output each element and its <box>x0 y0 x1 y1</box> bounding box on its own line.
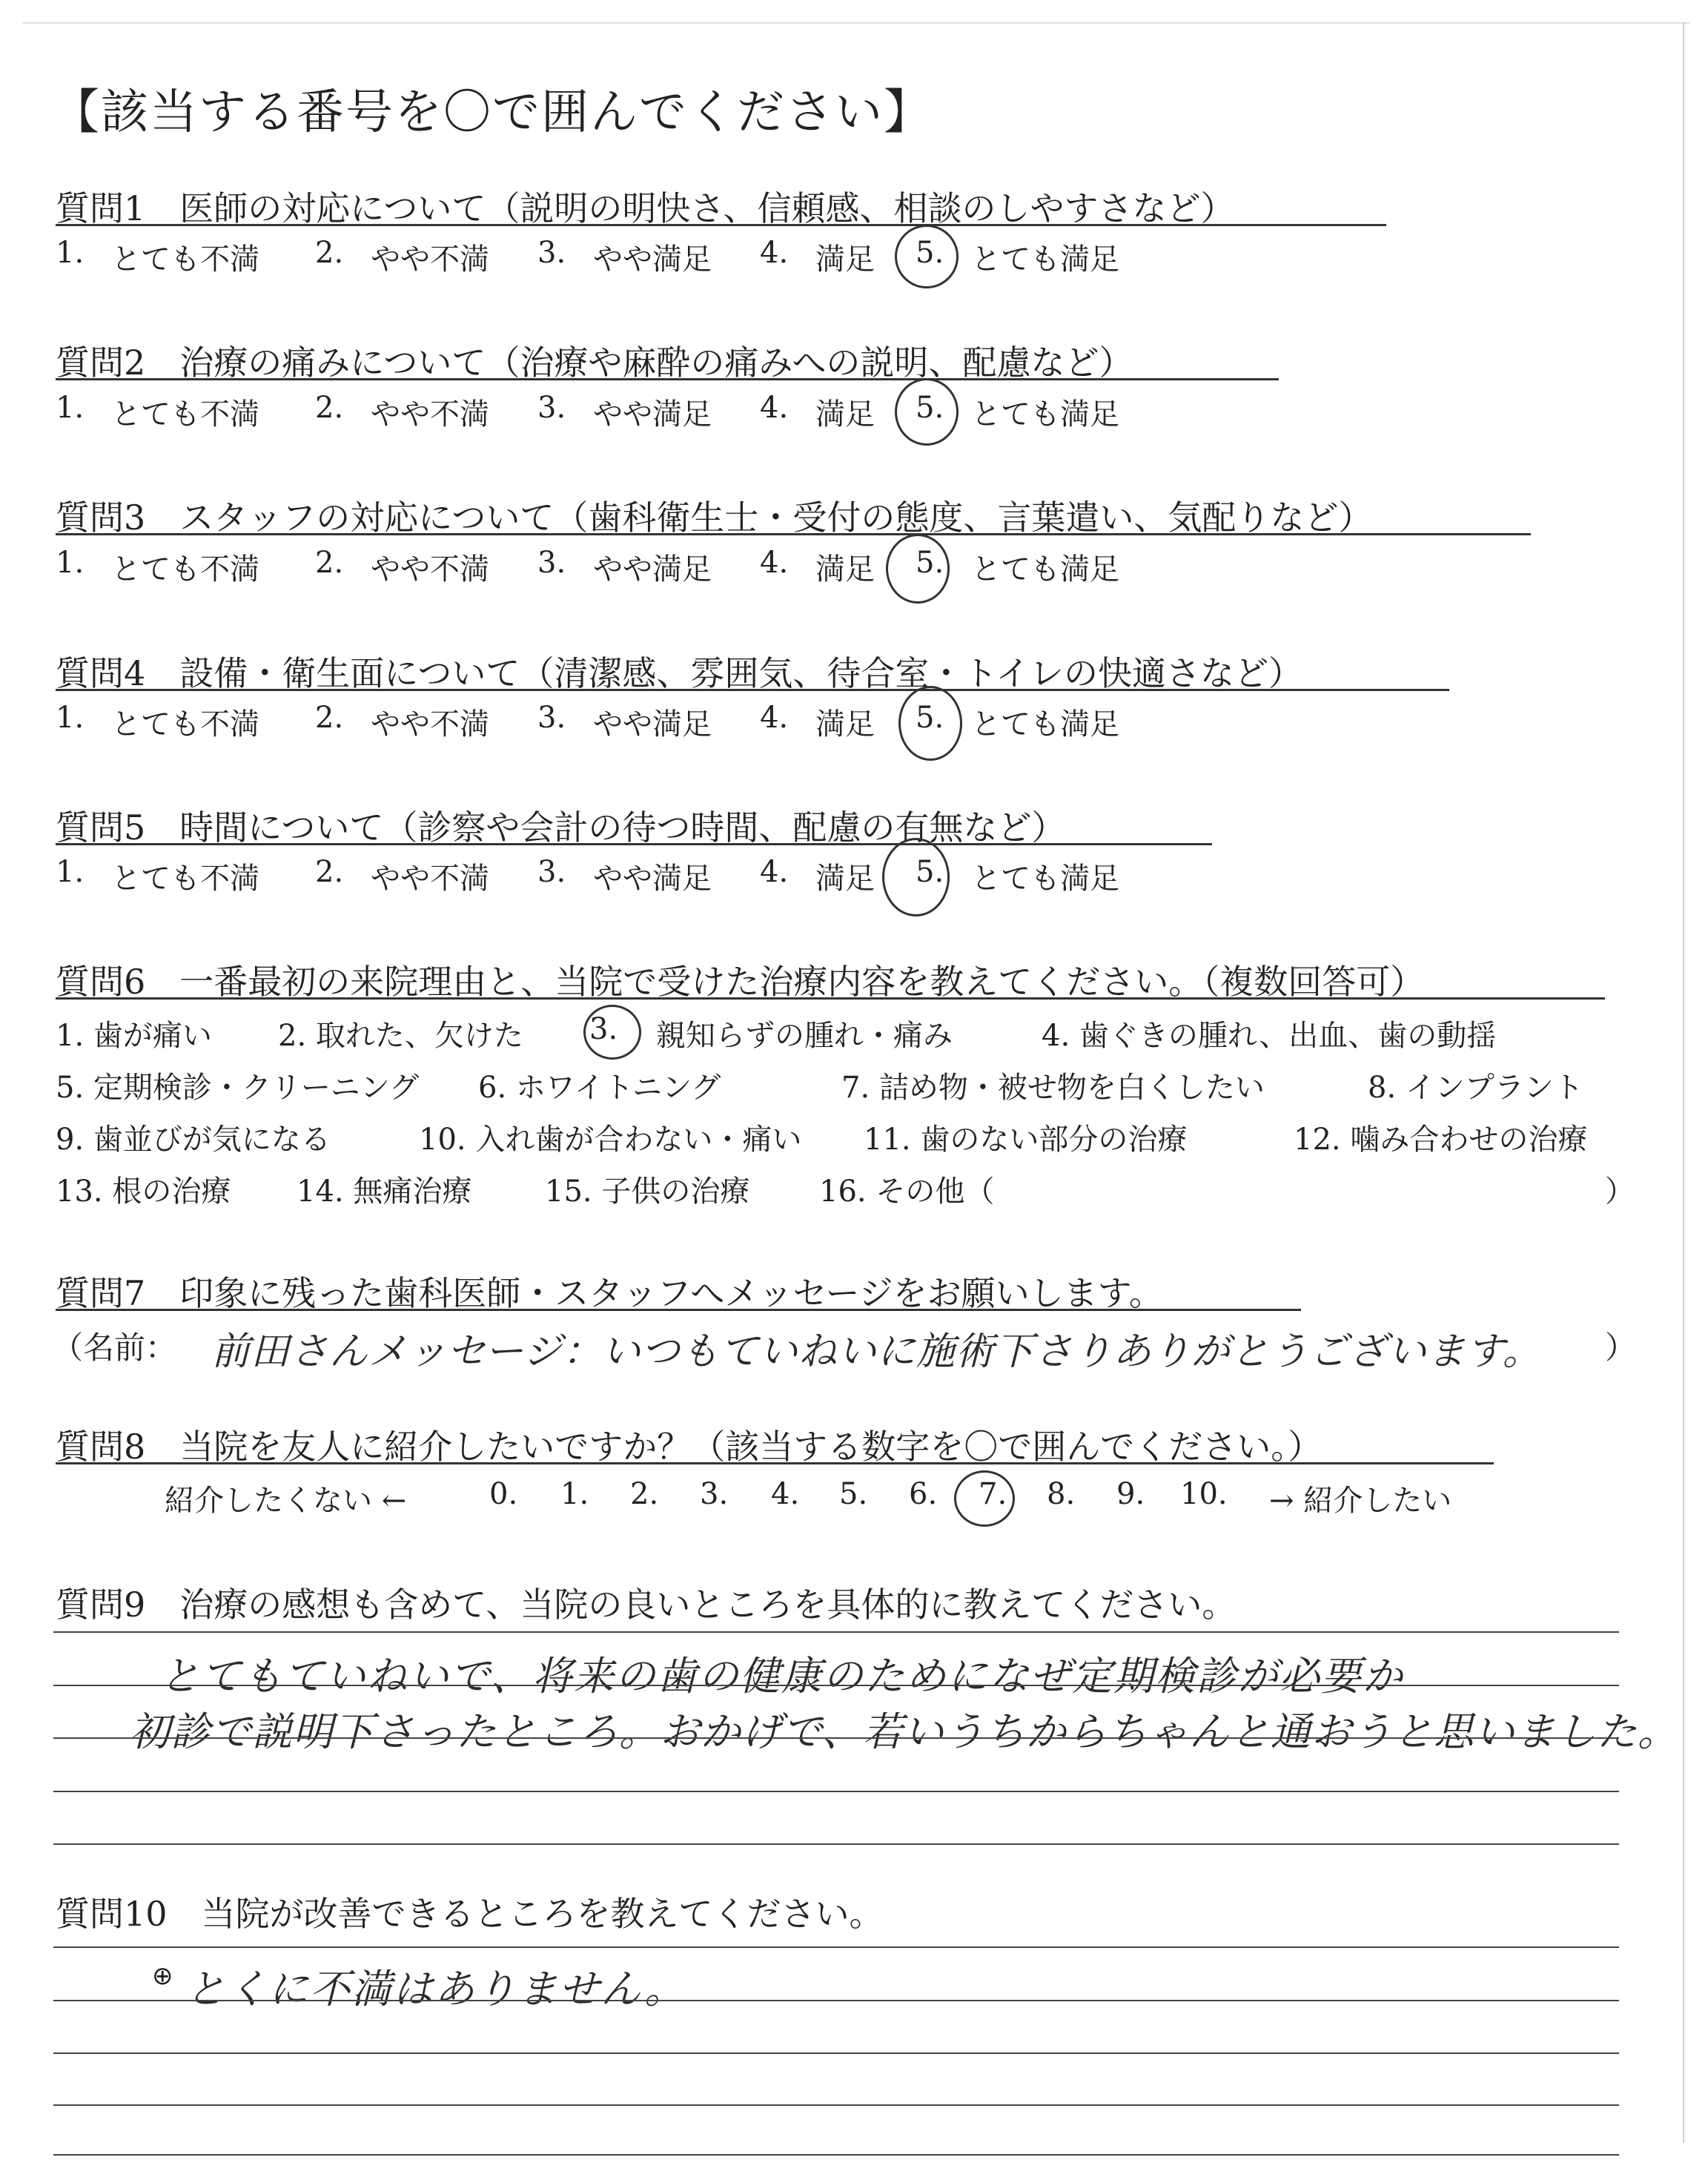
q4-selected-circle <box>898 686 962 761</box>
q6-option-9[interactable]: 9. 歯並びが気になる <box>56 1123 331 1157</box>
q8-scale-7[interactable]: 7. <box>979 1477 1007 1511</box>
option-2-number[interactable]: 2. <box>315 855 344 889</box>
question-2-title: 質問2 治療の痛みについて（治療や麻酔の痛みへの説明、配慮など） <box>56 343 1133 383</box>
option-1-label[interactable]: とても不満 <box>111 552 259 587</box>
option-5-label[interactable]: とても満足 <box>971 707 1119 742</box>
option-4-label[interactable]: 満足 <box>815 397 875 432</box>
q8-scale-6[interactable]: 6. <box>909 1477 938 1511</box>
option-3-label[interactable]: やや満足 <box>593 242 712 277</box>
option-4-number[interactable]: 4. <box>760 701 789 735</box>
q10-bullet-mark: ⊕ <box>152 1961 173 1991</box>
q9-rule-2 <box>53 1685 1619 1686</box>
option-2-label[interactable]: やや不満 <box>371 707 489 742</box>
question-2-underline <box>56 378 1279 380</box>
option-5-label[interactable]: とても満足 <box>971 552 1119 587</box>
option-5-number[interactable]: 5. <box>916 701 944 735</box>
question-4-underline <box>56 689 1449 691</box>
q9-rule-3 <box>53 1737 1619 1739</box>
q8-scale-5[interactable]: 5. <box>839 1477 868 1511</box>
question-8-title: 質問8 当院を友人に紹介したいですか？（該当する数字を〇で囲んでください。） <box>56 1427 1323 1467</box>
q8-scale-1[interactable]: 1. <box>560 1477 589 1511</box>
option-2-number[interactable]: 2. <box>315 701 344 735</box>
option-2-label[interactable]: やや不満 <box>371 242 489 277</box>
q8-scale-10[interactable]: 10. <box>1180 1477 1228 1511</box>
q2-selected-circle <box>895 378 959 446</box>
q7-handwritten-message: 前田さんメッセージ：いつもていねいに施術下さりありがとうございます。 <box>211 1330 1542 1374</box>
q9-rule-1 <box>53 1631 1619 1633</box>
option-5-label[interactable]: とても満足 <box>971 242 1119 277</box>
option-3-label[interactable]: やや満足 <box>593 707 712 742</box>
q8-right-label: → 紹介したい <box>1269 1484 1452 1518</box>
page-heading: 【該当する番号を〇で囲んでください】 <box>52 85 933 140</box>
option-4-label[interactable]: 満足 <box>815 242 875 277</box>
option-4-number[interactable]: 4. <box>760 546 789 580</box>
q8-selected-circle <box>954 1470 1015 1527</box>
q9-rule-4 <box>53 1791 1619 1792</box>
option-2-label[interactable]: やや不満 <box>371 552 489 587</box>
option-4-label[interactable]: 満足 <box>815 552 875 587</box>
q6-option-3-label[interactable]: 親知らずの腫れ・痛み <box>656 1019 953 1053</box>
question-5-title: 質問5 時間について（診察や会計の待つ時間、配慮の有無など） <box>56 807 1066 848</box>
question-9-title: 質問9 治療の感想も含めて、当院の良いところを具体的に教えてください。 <box>56 1585 1237 1625</box>
q3-selected-circle <box>886 534 950 604</box>
option-3-label[interactable]: やや満足 <box>593 552 712 587</box>
q10-rule-3 <box>53 2052 1619 2054</box>
option-3-number[interactable]: 3. <box>537 546 566 580</box>
option-4-label[interactable]: 満足 <box>815 862 875 896</box>
question-1-title: 質問1 医師の対応について（説明の明快さ、信頼感、相談のしやすさなど） <box>56 188 1235 228</box>
option-1-number[interactable]: 1. <box>56 546 85 580</box>
option-5-label[interactable]: とても満足 <box>971 397 1119 432</box>
question-7-title: 質問7 印象に残った歯科医師・スタッフへメッセージをお願いします。 <box>56 1273 1163 1313</box>
option-1-label[interactable]: とても不満 <box>111 242 259 277</box>
option-2-number[interactable]: 2. <box>315 236 344 270</box>
q6-other-close-paren: ） <box>1605 1175 1635 1209</box>
question-6-underline <box>56 997 1605 1000</box>
option-1-number[interactable]: 1. <box>56 236 85 270</box>
option-4-number[interactable]: 4. <box>760 391 789 425</box>
option-1-number[interactable]: 1. <box>56 391 85 425</box>
q8-scale-9[interactable]: 9. <box>1116 1477 1145 1511</box>
option-1-number[interactable]: 1. <box>56 701 85 735</box>
option-1-label[interactable]: とても不満 <box>111 707 259 742</box>
q10-rule-5 <box>53 2154 1619 2156</box>
q8-scale-2[interactable]: 2. <box>630 1477 659 1511</box>
scan-right-edge <box>1683 22 1684 2143</box>
option-5-label[interactable]: とても満足 <box>971 862 1119 896</box>
option-3-label[interactable]: やや満足 <box>593 862 712 896</box>
q8-scale-8[interactable]: 8. <box>1047 1477 1076 1511</box>
option-1-number[interactable]: 1. <box>56 855 85 889</box>
option-3-number[interactable]: 3. <box>537 391 566 425</box>
option-3-number[interactable]: 3. <box>537 855 566 889</box>
q8-left-label: 紹介したくない ← <box>165 1484 407 1518</box>
scan-top-edge <box>22 22 1690 24</box>
q10-rule-4 <box>53 2104 1619 2106</box>
question-10-title: 質問10 当院が改善できるところを教えてください。 <box>56 1894 884 1934</box>
q8-scale-3[interactable]: 3. <box>700 1477 729 1511</box>
q7-close-paren: ） <box>1605 1330 1637 1366</box>
question-7-underline <box>56 1309 1301 1311</box>
q6-option-12[interactable]: 12. 噛み合わせの治療 <box>1294 1123 1588 1157</box>
question-3-underline <box>56 533 1531 535</box>
option-3-number[interactable]: 3. <box>537 236 566 270</box>
q5-selected-circle <box>882 838 950 916</box>
q9-handwritten-line-1: とてもていねいで、将来の歯の健康のためになぜ定期検診が必要か <box>159 1653 1404 1700</box>
q6-option-10[interactable]: 10. 入れ歯が合わない・痛い <box>419 1123 802 1157</box>
option-4-number[interactable]: 4. <box>760 855 789 889</box>
q7-name-label: （名前： <box>52 1330 177 1366</box>
option-5-number[interactable]: 5. <box>916 855 944 889</box>
q6-option-11[interactable]: 11. 歯のない部分の治療 <box>864 1123 1188 1157</box>
option-3-number[interactable]: 3. <box>537 701 566 735</box>
question-1-underline <box>56 224 1386 226</box>
q6-selected-circle <box>583 1005 641 1060</box>
option-1-label[interactable]: とても不満 <box>111 862 259 896</box>
q6-option-8[interactable]: 8. インプラント <box>1368 1071 1583 1105</box>
question-6-title: 質問6 一番最初の来院理由と、当院で受けた治療内容を教えてください。（複数回答可） <box>56 962 1425 1002</box>
q6-option-2[interactable]: 2. 取れた、欠けた <box>278 1019 523 1053</box>
option-4-label[interactable]: 満足 <box>815 707 875 742</box>
q10-rule-2 <box>53 2000 1619 2001</box>
option-2-label[interactable]: やや不満 <box>371 397 489 432</box>
q9-rule-5 <box>53 1843 1619 1845</box>
option-2-number[interactable]: 2. <box>315 391 344 425</box>
q10-rule-1 <box>53 1946 1619 1948</box>
q6-option-15[interactable]: 15. 子供の治療 <box>545 1175 750 1209</box>
option-2-number[interactable]: 2. <box>315 546 344 580</box>
option-5-number[interactable]: 5. <box>916 391 944 425</box>
question-8-underline <box>56 1462 1494 1464</box>
option-2-label[interactable]: やや不満 <box>371 862 489 896</box>
option-1-label[interactable]: とても不満 <box>111 397 259 432</box>
option-5-number[interactable]: 5. <box>916 236 944 270</box>
q6-option-1[interactable]: 1. 歯が痛い <box>56 1019 212 1053</box>
q6-option-6[interactable]: 6. ホワイトニング <box>478 1071 721 1105</box>
q9-handwritten-line-2: 初診で説明下さったところ。おかげで、若いうちからちゃんと通おうと思いました。 <box>130 1708 1678 1755</box>
q6-option-16[interactable]: 16. その他（ <box>819 1175 995 1209</box>
q6-option-5[interactable]: 5. 定期検診・クリーニング <box>56 1071 420 1105</box>
q6-option-13[interactable]: 13. 根の治療 <box>56 1175 231 1209</box>
option-5-number[interactable]: 5. <box>916 546 944 580</box>
question-4-title: 質問4 設備・衛生面について（清潔感、雰囲気、待合室・トイレの快適さなど） <box>56 653 1303 693</box>
question-3-title: 質問3 スタッフの対応について（歯科衛生士・受付の態度、言葉遣い、気配りなど） <box>56 498 1373 538</box>
q6-option-7[interactable]: 7. 詰め物・被せ物を白くしたい <box>841 1071 1265 1105</box>
q10-handwritten-answer: とくに不満はありません。 <box>185 1966 686 2012</box>
q6-option-4[interactable]: 4. 歯ぐきの腫れ、出血、歯の動揺 <box>1042 1019 1497 1053</box>
q8-scale-4[interactable]: 4. <box>771 1477 800 1511</box>
q1-selected-circle <box>895 225 959 288</box>
q8-scale-0[interactable]: 0. <box>489 1477 518 1511</box>
option-3-label[interactable]: やや満足 <box>593 397 712 432</box>
q6-option-3-number[interactable]: 3. <box>589 1012 618 1046</box>
question-5-underline <box>56 843 1212 845</box>
option-4-number[interactable]: 4. <box>760 236 789 270</box>
q6-option-14[interactable]: 14. 無痛治療 <box>297 1175 472 1209</box>
